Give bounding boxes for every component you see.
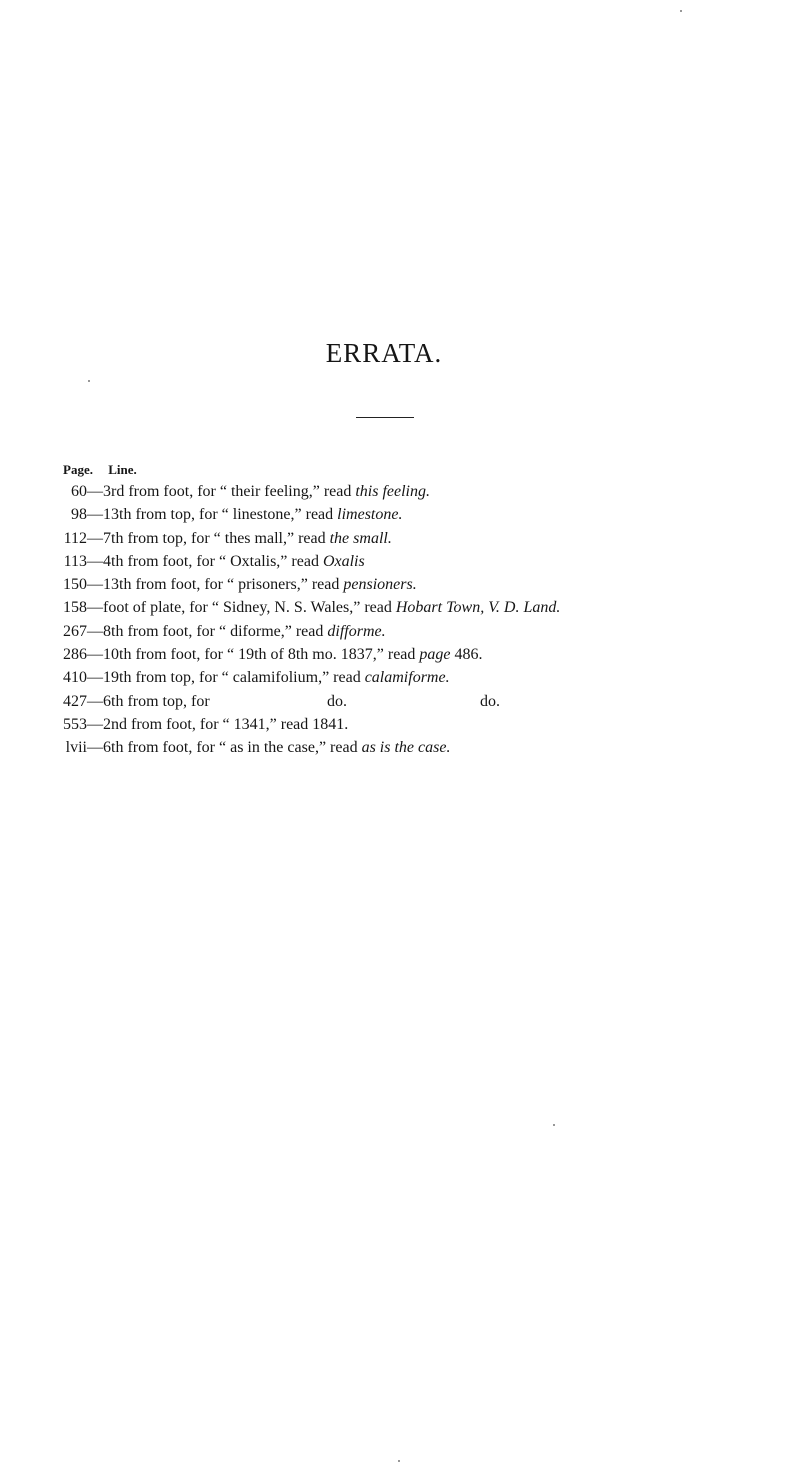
column-header-line: Line. <box>108 462 137 477</box>
scan-speck <box>680 10 682 12</box>
entry-for: for <box>196 622 215 640</box>
entry-read: read <box>323 483 352 500</box>
entry-read: read <box>291 552 319 570</box>
entry-wrong: “ as in the case,” <box>218 739 327 757</box>
entry-wrong: “ Oxtalis,” <box>218 552 288 570</box>
errata-entry <box>0 643 800 666</box>
entry-page: 410 <box>63 669 87 687</box>
entry-location: —10th from foot, <box>87 646 201 664</box>
entry-read: read <box>311 576 340 594</box>
entry-for: for <box>199 715 219 733</box>
entry-page: 60 <box>71 483 87 500</box>
errata-entry <box>0 620 800 643</box>
scan-speck <box>398 1460 400 1462</box>
entry-wrong: “ diforme,” <box>218 622 292 640</box>
entry-correct: 486. <box>454 646 483 664</box>
entry-correct: Oxalis <box>322 552 365 570</box>
errata-entry <box>0 480 800 503</box>
entry-for: for <box>197 483 216 500</box>
entry-location: —7th from top, <box>87 529 187 547</box>
entry-location: —2nd from foot, <box>87 715 196 733</box>
entry-ditto: do. <box>327 692 347 710</box>
entry-read: read <box>364 599 392 617</box>
entry-wrong: “ Sidney, N. S. Wales,” <box>211 599 361 617</box>
entry-correct: the small. <box>329 529 392 547</box>
entry-read: read <box>305 506 334 524</box>
entry-text <box>87 643 483 666</box>
entry-wrong: “ linestone,” <box>221 506 302 524</box>
entry-text <box>87 596 560 619</box>
scan-speck <box>88 380 90 382</box>
entry-text <box>87 666 450 689</box>
entry-wrong: “ their feeling,” <box>219 483 320 500</box>
entry-page: 112 <box>63 529 87 547</box>
entry-correct: 1841. <box>312 715 349 733</box>
entry-page: lvii <box>65 739 87 757</box>
entry-for: for <box>199 669 218 687</box>
entry-location: —8th from foot, <box>87 622 193 640</box>
entry-wrong: “ prisoners,” <box>226 576 308 594</box>
entry-page: 267 <box>63 622 87 640</box>
entry-page: 98 <box>71 506 87 524</box>
entry-page: 286 <box>63 646 87 664</box>
entry-correct: difforme. <box>327 622 386 640</box>
entry-location: —19th from top, <box>87 669 195 687</box>
errata-entry <box>0 550 800 573</box>
entry-correct: pensioners. <box>343 576 417 594</box>
scan-speck <box>553 1124 555 1126</box>
entry-wrong: “ 19th of 8th mo. 1837,” <box>226 646 384 664</box>
entry-text <box>87 573 417 596</box>
entry-ditto: do. <box>480 692 500 710</box>
entry-read: read <box>333 669 361 687</box>
entry-read: read <box>280 715 309 733</box>
entry-correct: limestone. <box>337 506 403 524</box>
entry-page: 158 <box>63 599 87 617</box>
errata-entry <box>0 596 800 619</box>
entry-text <box>87 736 450 759</box>
entry-text <box>87 550 365 573</box>
entry-location: —13th from foot, <box>87 576 201 594</box>
entry-location: —6th from top, <box>87 692 187 710</box>
entry-correct: calamiforme. <box>364 669 450 687</box>
entry-correct: Hobart Town, V. D. Land. <box>395 599 561 617</box>
entry-for: for <box>199 506 218 524</box>
entry-for: for <box>189 599 208 617</box>
errata-entry <box>0 713 800 736</box>
entry-text <box>87 713 348 736</box>
column-header-page: Page. <box>63 462 93 477</box>
entry-for: for <box>191 529 210 547</box>
page-title: ERRATA. <box>325 338 443 368</box>
entry-page: 113 <box>63 552 87 570</box>
title-rule <box>356 417 414 418</box>
entry-text <box>87 503 402 526</box>
entry-for: for <box>196 552 215 570</box>
entry-location: —foot of plate, <box>87 599 186 617</box>
errata-entry <box>0 736 800 759</box>
entry-location: —4th from foot, <box>87 552 193 570</box>
errata-entry <box>0 527 800 550</box>
column-header <box>63 462 137 478</box>
entry-read: read <box>330 739 358 757</box>
entry-for: for <box>204 646 223 664</box>
entry-wrong: “ thes mall,” <box>213 529 295 547</box>
entry-page: 427 <box>63 692 87 710</box>
errata-entry <box>0 503 800 526</box>
entry-correct-prefix: page <box>419 646 451 664</box>
entry-text <box>87 527 392 550</box>
entry-wrong: “ calamifolium,” <box>221 669 330 687</box>
entry-for: for <box>191 692 210 710</box>
errata-entry <box>0 690 800 713</box>
entry-for: for <box>204 576 223 594</box>
entry-text <box>87 690 210 713</box>
entry-page: 553 <box>63 715 87 733</box>
entry-page: 150 <box>63 576 87 594</box>
errata-entry <box>0 666 800 689</box>
errata-entry <box>0 573 800 596</box>
entry-read: read <box>387 646 416 664</box>
entry-correct: this feeling. <box>355 483 430 500</box>
entry-location: —13th from top, <box>87 506 195 524</box>
entry-location: —6th from foot, <box>87 739 193 757</box>
entry-for: for <box>196 739 215 757</box>
entry-location: —3rd from foot, <box>87 483 194 500</box>
entry-read: read <box>298 529 326 547</box>
errata-list <box>0 480 800 760</box>
entry-correct: as is the case. <box>361 739 451 757</box>
entry-text <box>87 480 430 503</box>
entry-text <box>87 620 386 643</box>
entry-wrong: “ 1341,” <box>222 715 277 733</box>
entry-read: read <box>295 622 324 640</box>
